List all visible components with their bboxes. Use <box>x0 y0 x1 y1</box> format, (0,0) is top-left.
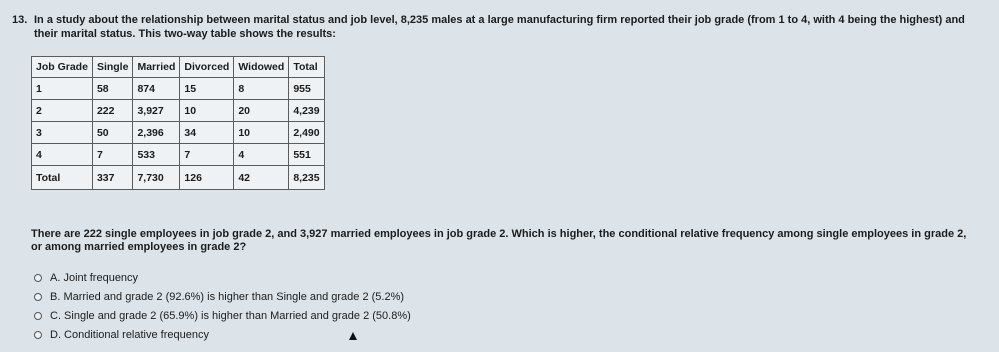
option-c[interactable] <box>34 306 411 325</box>
table-header-row <box>32 57 325 78</box>
mouse-cursor-icon <box>349 332 357 340</box>
question-prompt: There are 222 single employees in job grade 2, and 3,927 married employees in job grade 2. Which is higher, the conditional relative frequency among single employees in grade 2, or among married employees in grade 2? <box>31 228 967 253</box>
table-cell: 222 <box>92 100 133 122</box>
header-single: Single <box>92 57 133 78</box>
table-cell: 58 <box>92 78 133 100</box>
option-label: A. Joint frequency <box>50 271 139 284</box>
question-number: 13. <box>12 14 28 26</box>
table-cell: 551 <box>289 144 324 166</box>
table-cell: 126 <box>180 166 234 190</box>
question-stem <box>12 13 974 41</box>
two-way-table <box>31 56 325 190</box>
table-row <box>32 144 325 166</box>
table-cell: Total <box>32 166 93 190</box>
table-cell: 7 <box>180 144 234 166</box>
table-cell: 2 <box>32 100 93 122</box>
table-cell: 20 <box>234 100 289 122</box>
radio-button[interactable] <box>34 331 42 339</box>
table-cell: 955 <box>289 78 324 100</box>
table-cell: 2,396 <box>133 122 180 144</box>
table-cell: 3,927 <box>133 100 180 122</box>
table-cell: 4 <box>234 144 289 166</box>
table-row <box>32 78 325 100</box>
header-married: Married <box>133 57 180 78</box>
table-cell: 337 <box>92 166 133 190</box>
option-a[interactable] <box>34 268 411 287</box>
option-label: C. Single and grade 2 (65.9%) is higher than Married and grade 2 (50.8%) <box>50 309 411 322</box>
table-cell: 874 <box>133 78 180 100</box>
table-cell: 2,490 <box>289 122 324 144</box>
radio-button[interactable] <box>34 274 42 282</box>
table-cell: 15 <box>180 78 234 100</box>
table-cell: 533 <box>133 144 180 166</box>
table-cell: 1 <box>32 78 93 100</box>
table-cell: 4 <box>32 144 93 166</box>
option-label: B. Married and grade 2 (92.6%) is higher than Single and grade 2 (5.2%) <box>50 290 405 303</box>
table-cell: 3 <box>32 122 93 144</box>
header-widowed: Widowed <box>234 57 289 78</box>
table-cell: 10 <box>234 122 289 144</box>
table-total-row <box>32 166 325 190</box>
header-total: Total <box>289 57 324 78</box>
option-label: D. Conditional relative frequency <box>50 328 209 341</box>
table-cell: 7 <box>92 144 133 166</box>
table-cell: 10 <box>180 100 234 122</box>
table-cell: 8 <box>234 78 289 100</box>
table-cell: 34 <box>180 122 234 144</box>
table-cell: 4,239 <box>289 100 324 122</box>
table-cell: 50 <box>92 122 133 144</box>
question-text: In a study about the relationship between marital status and job level, 8,235 males at a large manufacturing firm reported their job grade (from 1 to 4, with 4 being the highest) and their marital status. This two-way table shows the results: <box>34 14 965 40</box>
header-job-grade: Job Grade <box>32 57 93 78</box>
radio-button[interactable] <box>34 312 42 320</box>
table-row <box>32 100 325 122</box>
table-row <box>32 122 325 144</box>
table-cell: 8,235 <box>289 166 324 190</box>
header-divorced: Divorced <box>180 57 234 78</box>
table-cell: 42 <box>234 166 289 190</box>
option-b[interactable] <box>34 287 411 306</box>
table-cell: 7,730 <box>133 166 180 190</box>
radio-button[interactable] <box>34 293 42 301</box>
